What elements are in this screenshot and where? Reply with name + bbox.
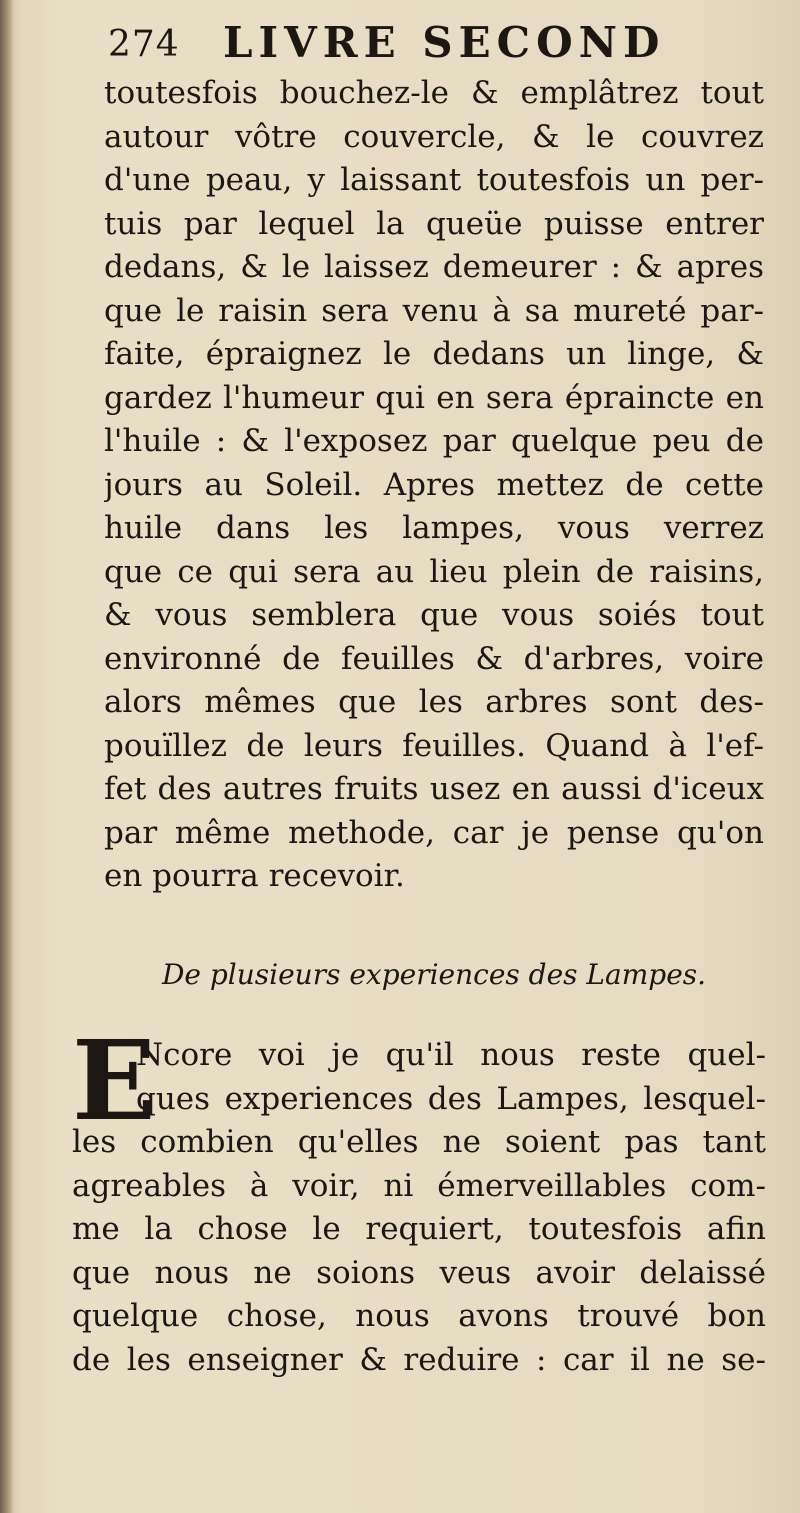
text-line: par même methode, car je pense qu'on [104, 814, 764, 851]
running-title: LIVRE SECOND [223, 18, 666, 67]
paragraph-one [104, 72, 764, 899]
text-line: quelque chose, nous avons trouvé bon [72, 1298, 766, 1334]
text-line: pouïllez de leurs feuilles. Quand à l'ef- [104, 727, 764, 764]
text-line: toutesfois bouchez-le & emplâtrez tout [104, 75, 764, 111]
text-line: dedans, & le laissez demeurer : & apres [104, 249, 764, 285]
text-line: d'une peau, y laissant toutesfois un per- [104, 162, 764, 198]
text-line: agreables à voir, ni émerveillables com- [72, 1167, 766, 1204]
text-line: huile dans les lampes, vous verrez [104, 510, 764, 546]
paragraph-two [72, 1034, 766, 1382]
running-head [108, 14, 748, 74]
text-line: faite, épraignez le dedans un linge, & [104, 336, 764, 372]
text-line: de les enseigner & reduire : car il ne se- [72, 1341, 766, 1378]
text-line: l'huile : & l'exposez par quelque peu de [104, 423, 764, 459]
text-line: & vous semblera que vous soiés tout [104, 597, 764, 633]
drop-cap: E [72, 1016, 156, 1145]
text-line: gardez l'humeur qui en sera épraincte en [104, 379, 764, 416]
text-line: me la chose le requiert, toutesfois afin [72, 1211, 766, 1247]
text-line: tuis par lequel la queüe puisse entrer [104, 205, 764, 242]
text-line: fet des autres fruits usez en aussi d'iceux [104, 771, 764, 807]
text-line: autour vôtre couvercle, & le couvrez [104, 118, 764, 155]
text-line: que ce qui sera au lieu plein de raisins, [104, 553, 764, 590]
text-line: les combien qu'elles ne soient pas tant [72, 1124, 766, 1160]
text-line: Ncore voi je qu'il nous reste quel- [136, 1037, 766, 1073]
text-line: environné de feuilles & d'arbres, voire [104, 640, 764, 677]
text-line: en pourra recevoir. [104, 858, 405, 894]
binding-gutter [0, 0, 14, 1513]
text-line: jours au Soleil. Apres mettez de cette [104, 466, 764, 503]
section-heading: De plusieurs experiences des Lampes. [161, 958, 707, 991]
text-line: alors mêmes que les arbres sont des- [104, 684, 764, 720]
text-line: ques experiences des Lampes, lesquel- [136, 1080, 766, 1117]
text-line: que le raisin sera venu à sa mureté par- [104, 292, 764, 329]
text-line: que nous ne soions veus avoir delaissé [72, 1254, 766, 1291]
page-number: 274 [108, 24, 180, 65]
